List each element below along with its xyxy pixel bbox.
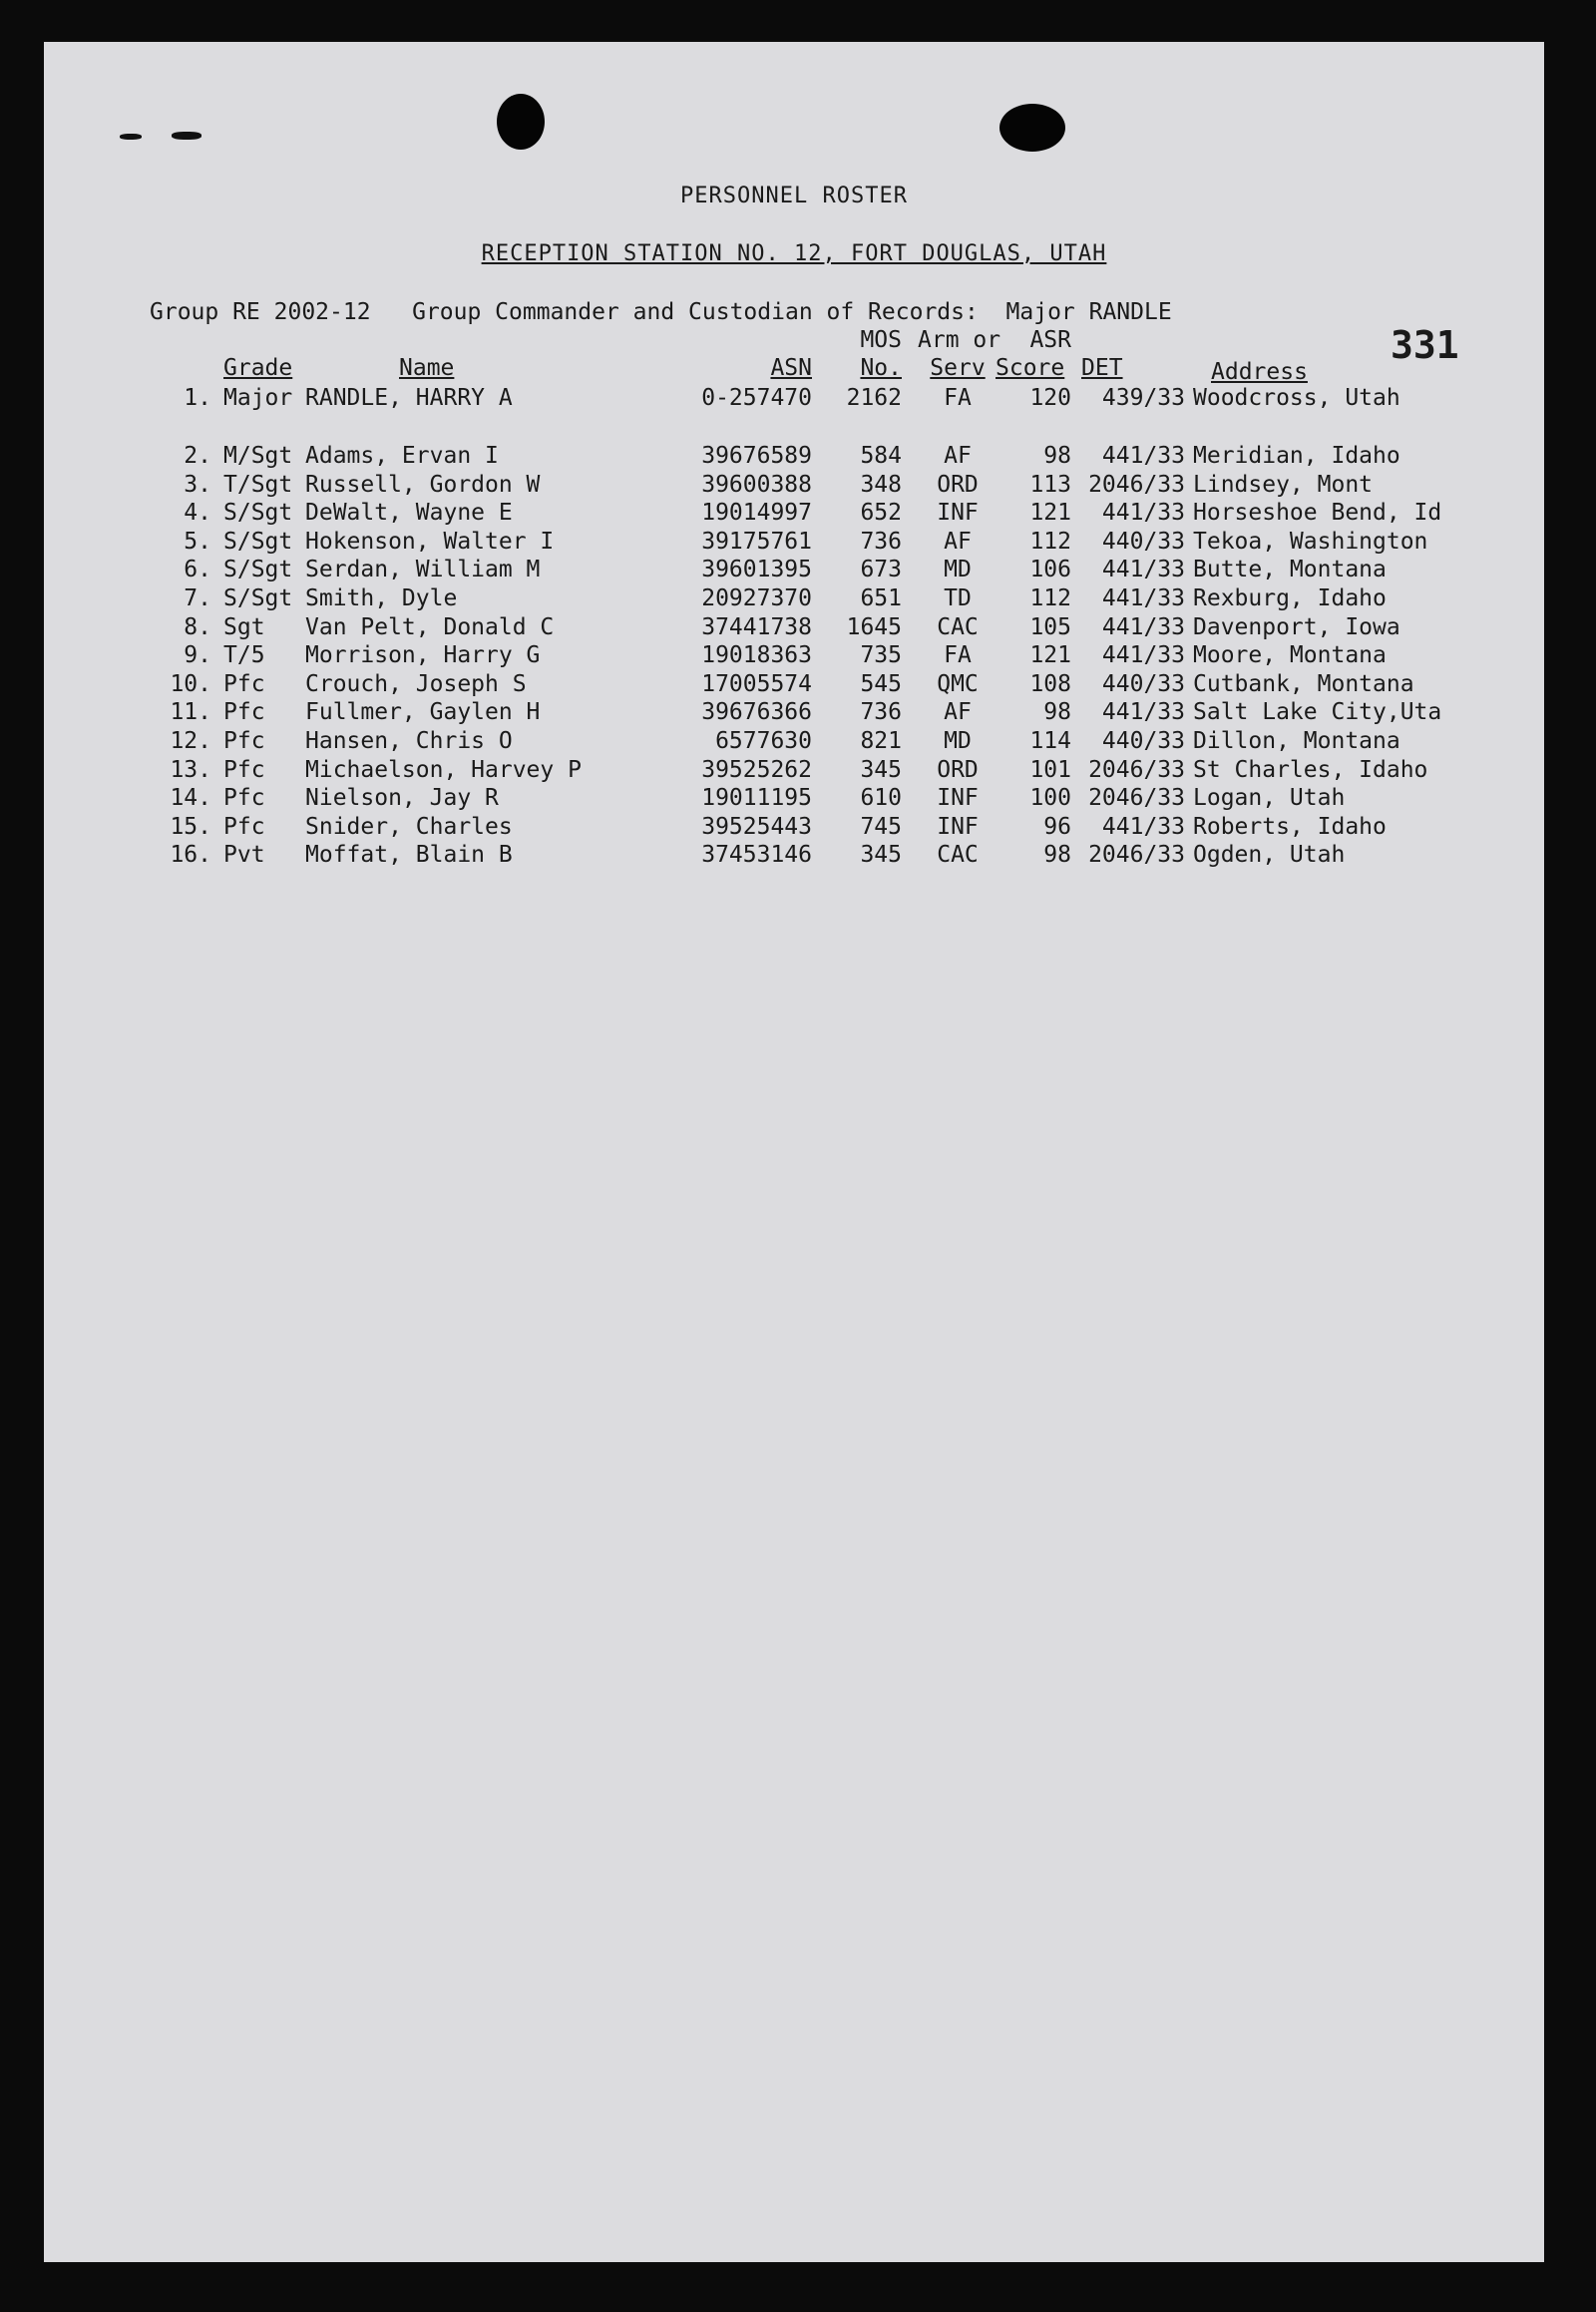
header-asn: ASN: [770, 355, 812, 381]
row-asn: 19014997: [701, 500, 812, 527]
header-mos-no: No.: [860, 355, 902, 381]
row-mos: 821: [860, 728, 902, 754]
punch-hole-left: [497, 94, 545, 150]
row-arm: CAC: [937, 842, 979, 869]
document-title: PERSONNEL ROSTER: [680, 184, 908, 208]
row-address: Salt Lake City,Uta: [1193, 699, 1442, 726]
row-score: 112: [1029, 585, 1071, 611]
row-arm: INF: [937, 813, 979, 840]
row-asn: 19018363: [701, 642, 812, 669]
row-address: Ogden, Utah: [1193, 842, 1346, 869]
row-asn: 0-257470: [701, 385, 812, 411]
row-score: 112: [1029, 528, 1071, 555]
row-asn: 39600388: [701, 471, 812, 498]
row-det: 441/33: [1101, 443, 1185, 469]
row-det: 2046/33: [1088, 785, 1185, 812]
row-arm: AF: [944, 528, 972, 555]
row-address: Rexburg, Idaho: [1193, 585, 1387, 611]
row-score: 106: [1029, 557, 1071, 583]
row-grade: T/Sgt: [223, 471, 293, 498]
row-grade: S/Sgt: [223, 557, 293, 583]
row-arm: AF: [944, 443, 972, 469]
row-name: Serdan, William M: [305, 557, 541, 583]
document-subtitle: RECEPTION STATION NO. 12, FORT DOUGLAS, UTAH: [481, 241, 1107, 266]
row-grade: Pfc: [223, 728, 265, 754]
row-mos: 610: [860, 785, 902, 812]
row-score: 121: [1029, 500, 1071, 527]
row-arm: TD: [944, 585, 972, 611]
row-name: Crouch, Joseph S: [305, 670, 527, 697]
row-det: 440/33: [1101, 728, 1185, 754]
row-mos: 735: [860, 642, 902, 669]
row-asn: 20927370: [701, 585, 812, 611]
row-asn: 39676589: [701, 443, 812, 469]
row-score: 98: [1043, 699, 1071, 726]
row-address: Davenport, Iowa: [1193, 613, 1400, 640]
row-mos: 652: [860, 500, 902, 527]
row-mos: 348: [860, 471, 902, 498]
row-address: Cutbank, Montana: [1193, 670, 1414, 697]
row-mos: 736: [860, 528, 902, 555]
row-arm: CAC: [937, 613, 979, 640]
row-number: 12.: [170, 728, 211, 754]
header-det: DET: [1081, 355, 1123, 381]
row-number: 7.: [184, 585, 211, 611]
row-name: Michaelson, Harvey P: [305, 756, 582, 783]
row-score: 108: [1029, 670, 1071, 697]
row-grade: T/5: [223, 642, 265, 669]
row-asn: 39175761: [701, 528, 812, 555]
row-number: 16.: [170, 842, 211, 869]
row-address: Logan, Utah: [1193, 785, 1346, 812]
row-name: DeWalt, Wayne E: [305, 500, 513, 527]
row-number: 9.: [184, 642, 211, 669]
row-number: 11.: [170, 699, 211, 726]
row-score: 96: [1043, 813, 1071, 840]
row-score: 114: [1029, 728, 1071, 754]
row-grade: S/Sgt: [223, 500, 293, 527]
row-arm: MD: [944, 728, 972, 754]
row-det: 441/33: [1101, 500, 1185, 527]
row-name: RANDLE, HARRY A: [305, 385, 513, 411]
row-arm: INF: [937, 785, 979, 812]
row-det: 2046/33: [1088, 842, 1185, 869]
row-number: 13.: [170, 756, 211, 783]
row-score: 101: [1029, 756, 1071, 783]
row-number: 5.: [184, 528, 211, 555]
row-asn: 39676366: [701, 699, 812, 726]
row-grade: Sgt: [223, 613, 265, 640]
row-mos: 651: [860, 585, 902, 611]
header-mos: MOS: [860, 327, 902, 353]
row-name: Nielson, Jay R: [305, 785, 499, 812]
row-asn: 17005574: [701, 670, 812, 697]
row-mos: 745: [860, 813, 902, 840]
row-asn: 37441738: [701, 613, 812, 640]
row-det: 2046/33: [1088, 756, 1185, 783]
row-det: 441/33: [1101, 699, 1185, 726]
row-mos: 584: [860, 443, 902, 469]
row-number: 4.: [184, 500, 211, 527]
punch-hole-right: [999, 104, 1065, 152]
row-arm: FA: [944, 385, 972, 411]
ink-mark: [120, 134, 142, 140]
row-number: 3.: [184, 471, 211, 498]
row-score: 113: [1029, 471, 1071, 498]
header-grade: Grade: [223, 355, 293, 381]
row-asn: 39601395: [701, 557, 812, 583]
row-det: 441/33: [1101, 585, 1185, 611]
row-asn: 37453146: [701, 842, 812, 869]
row-mos: 545: [860, 670, 902, 697]
row-score: 98: [1043, 443, 1071, 469]
row-grade: Pvt: [223, 842, 265, 869]
row-asn: 39525443: [701, 813, 812, 840]
row-det: 441/33: [1101, 613, 1185, 640]
row-address: Moore, Montana: [1193, 642, 1387, 669]
row-score: 120: [1029, 385, 1071, 411]
row-name: Adams, Ervan I: [305, 443, 499, 469]
row-number: 15.: [170, 813, 211, 840]
row-name: Fullmer, Gaylen H: [305, 699, 541, 726]
row-number: 14.: [170, 785, 211, 812]
row-arm: FA: [944, 642, 972, 669]
row-mos: 2162: [846, 385, 902, 411]
row-grade: Pfc: [223, 785, 265, 812]
row-number: 6.: [184, 557, 211, 583]
row-grade: Pfc: [223, 670, 265, 697]
row-number: 1.: [184, 385, 211, 411]
row-address: Woodcross, Utah: [1193, 385, 1400, 411]
roster-page: [44, 42, 1544, 2262]
row-arm: ORD: [937, 471, 979, 498]
row-name: Van Pelt, Donald C: [305, 613, 555, 640]
row-score: 100: [1029, 785, 1071, 812]
header-name: Name: [399, 355, 455, 381]
header-arm: Arm or: [918, 327, 1001, 353]
row-name: Hokenson, Walter I: [305, 528, 555, 555]
header-score: Score: [996, 355, 1065, 381]
row-name: Morrison, Harry G: [305, 642, 541, 669]
row-grade: Pfc: [223, 813, 265, 840]
row-mos: 1645: [846, 613, 902, 640]
row-number: 8.: [184, 613, 211, 640]
row-mos: 345: [860, 842, 902, 869]
page-number: 331: [1391, 323, 1459, 367]
row-address: Horseshoe Bend, Id: [1193, 500, 1442, 527]
row-det: 440/33: [1101, 670, 1185, 697]
row-det: 441/33: [1101, 557, 1185, 583]
row-grade: S/Sgt: [223, 585, 293, 611]
row-arm: MD: [944, 557, 972, 583]
row-address: Tekoa, Washington: [1193, 528, 1428, 555]
row-address: Meridian, Idaho: [1193, 443, 1400, 469]
row-arm: ORD: [937, 756, 979, 783]
row-address: Butte, Montana: [1193, 557, 1387, 583]
row-name: Hansen, Chris O: [305, 728, 513, 754]
row-arm: QMC: [937, 670, 979, 697]
row-number: 2.: [184, 443, 211, 469]
row-grade: Pfc: [223, 699, 265, 726]
row-mos: 673: [860, 557, 902, 583]
row-det: 439/33: [1101, 385, 1185, 411]
row-mos: 345: [860, 756, 902, 783]
row-arm: AF: [944, 699, 972, 726]
header-address: Address: [1211, 359, 1308, 385]
row-asn: 6577630: [715, 728, 812, 754]
row-score: 121: [1029, 642, 1071, 669]
row-name: Russell, Gordon W: [305, 471, 541, 498]
row-address: St Charles, Idaho: [1193, 756, 1428, 783]
row-name: Moffat, Blain B: [305, 842, 513, 869]
row-det: 2046/33: [1088, 471, 1185, 498]
row-address: Lindsey, Mont: [1193, 471, 1374, 498]
row-number: 10.: [170, 670, 211, 697]
row-address: Dillon, Montana: [1193, 728, 1400, 754]
row-det: 441/33: [1101, 813, 1185, 840]
header-asr: ASR: [1029, 327, 1071, 353]
row-asn: 19011195: [701, 785, 812, 812]
row-score: 98: [1043, 842, 1071, 869]
group-line: Group RE 2002-12 Group Commander and Custodian of Records: Major RANDLE: [150, 299, 1172, 325]
row-grade: S/Sgt: [223, 528, 293, 555]
row-name: Smith, Dyle: [305, 585, 458, 611]
row-arm: INF: [937, 500, 979, 527]
row-address: Roberts, Idaho: [1193, 813, 1387, 840]
row-det: 440/33: [1101, 528, 1185, 555]
row-grade: M/Sgt: [223, 443, 293, 469]
header-serv: Serv: [930, 355, 986, 381]
ink-mark: [172, 132, 201, 140]
row-name: Snider, Charles: [305, 813, 513, 840]
row-asn: 39525262: [701, 756, 812, 783]
row-det: 441/33: [1101, 642, 1185, 669]
row-score: 105: [1029, 613, 1071, 640]
row-grade: Pfc: [223, 756, 265, 783]
row-grade: Major: [223, 385, 293, 411]
row-mos: 736: [860, 699, 902, 726]
